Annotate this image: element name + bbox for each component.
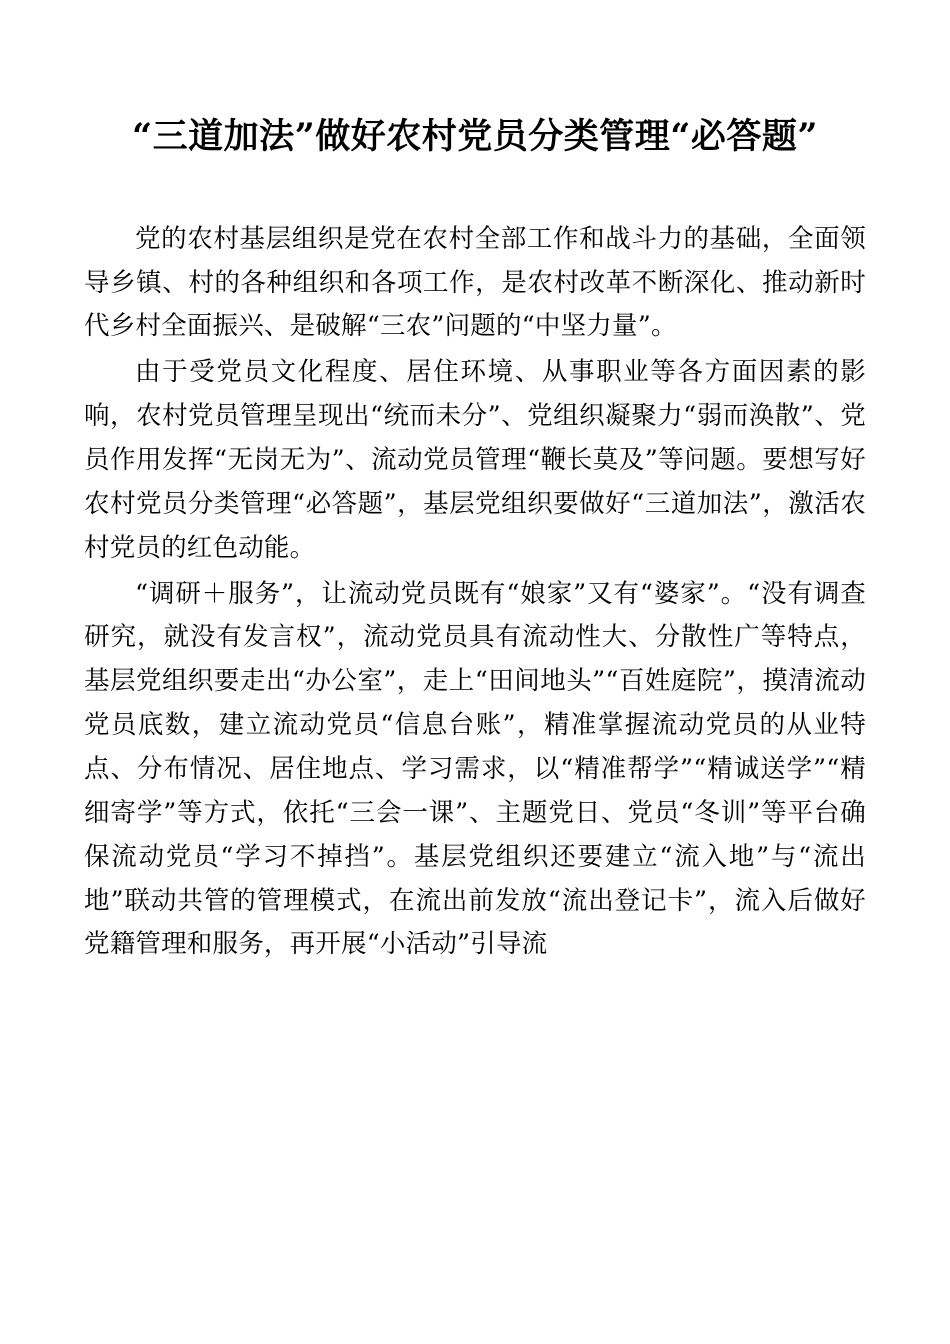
paragraph-3: “调研＋服务”，让流动党员既有“娘家”又有“婆家”。“没有调查研究，就没有发言权”，流动党员具有流动性大、分散性广等特点，基层党组织要走出“办公室”，走上“田间地头”“百姓庭院”，摸清流动党员底数，建立流动党员“信息台账”，精准掌握流动党员的从业特点、分布情况、居住地点、学习需求，以“精准帮学”“精诚送学”“精细寄学”等方式，依托“三会一课”、主题党日、党员“冬训”等平台确保流动党员“学习不掉挡”。基层党组织还要建立“流入地”与“流出地”联动共管的管理模式，在流出前发放“流出登记卡”，流入后做好党籍管理和服务，再开展“小活动”引导流: [84, 578, 866, 960]
paragraph-2: 由于受党员文化程度、居住环境、从事职业等各方面因素的影响，农村党员管理呈现出“统而未分”、党组织凝聚力“弱而涣散”、党员作用发挥“无岗无为”、流动党员管理“鞭长莫及”等问题。要想写好农村党员分类管理“必答题”，基层党组织要做好“三道加法”，激活农村党员的红色动能。: [84, 357, 866, 563]
page-title: “三道加法”做好农村党员分类管理“必答题”: [131, 116, 819, 157]
paragraph-1: 党的农村基层组织是党在农村全部工作和战斗力的基础，全面领导乡镇、村的各种组织和各项工作，是农村改革不断深化、推动新时代乡村全面振兴、是破解“三农”问题的“中坚力量”。: [84, 223, 866, 342]
